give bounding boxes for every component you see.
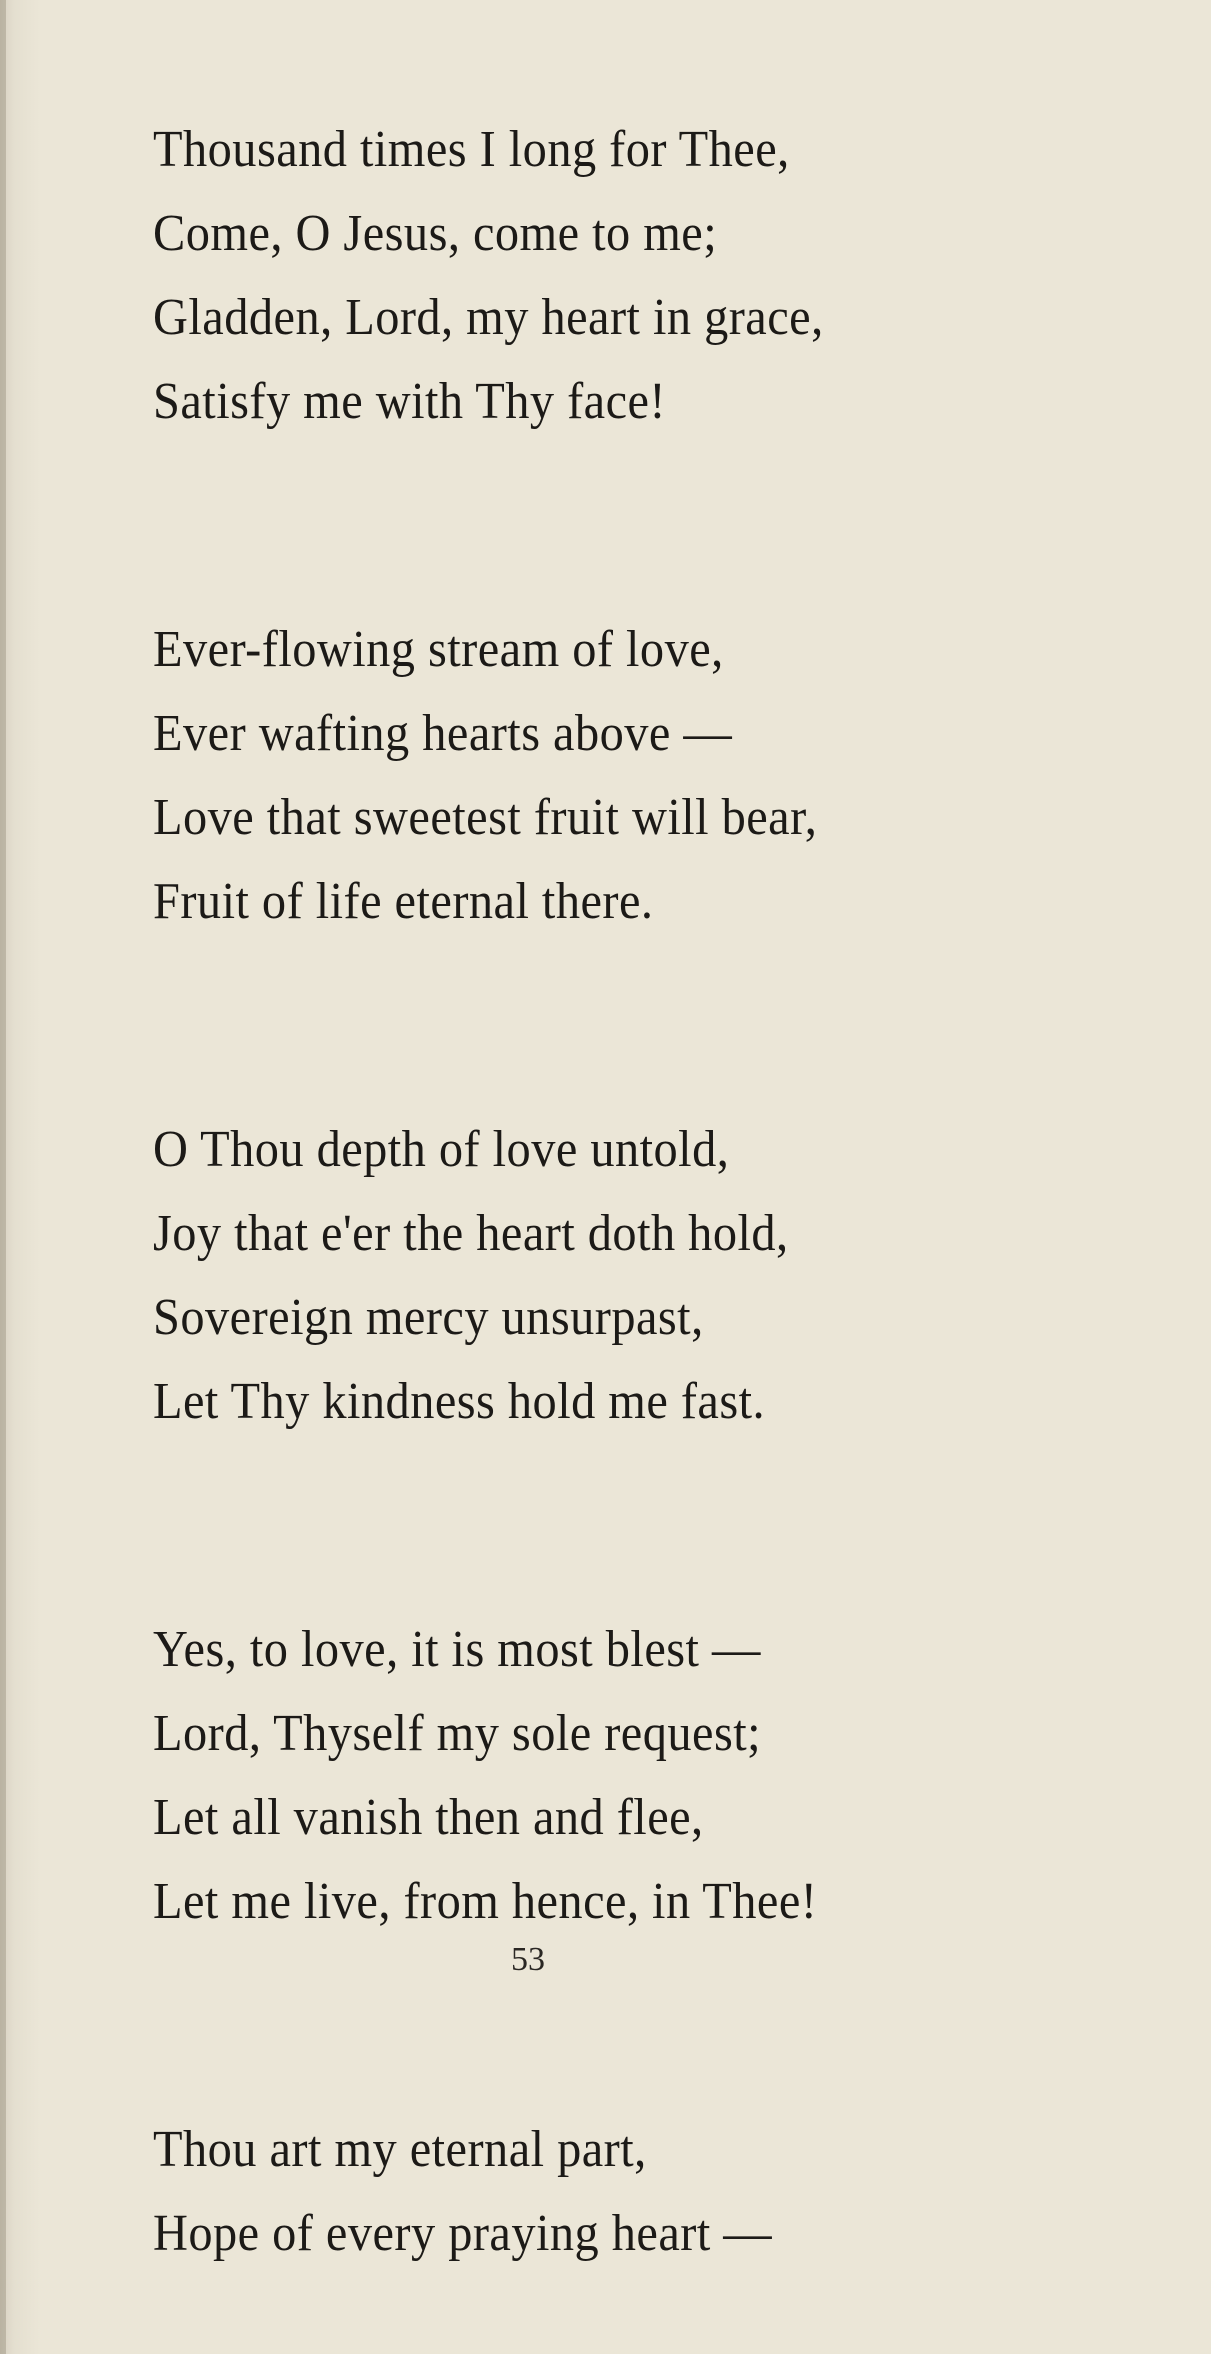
poem-line: Let me live, from hence, in Thee! (153, 1873, 818, 1930)
poem-line: Let Thy kindness hold me fast. (153, 1373, 766, 1430)
poem-line: Thousand times I long for Thee, (153, 121, 790, 178)
poem-line: Satisfy me with Thy face! (153, 373, 667, 430)
poem-line: Thou art my eternal part, (153, 2121, 647, 2178)
stanza-1 (153, 108, 1153, 444)
poem-line: Let all vanish then and flee, (153, 1789, 704, 1846)
binding-edge (0, 0, 6, 2354)
page-number: 53 (511, 1941, 545, 1978)
stanza-5 (153, 2108, 1153, 2276)
poem-line: Gladden, Lord, my heart in grace, (153, 289, 824, 346)
poem-line: Come, O Jesus, come to me; (153, 205, 718, 262)
poem-line: Ever wafting hearts above — (153, 705, 733, 762)
stanza-2 (153, 608, 1153, 944)
poem-line: Sovereign mercy unsurpast, (153, 1289, 704, 1346)
poem-line: Hope of every praying heart — (153, 2205, 773, 2262)
poem-line: O Thou depth of love untold, (153, 1121, 730, 1178)
poem-line: Joy that e'er the heart doth hold, (153, 1205, 789, 1262)
poem-line: Lord, Thyself my sole request; (153, 1705, 762, 1762)
poem-line: Fruit of life eternal there. (153, 873, 654, 930)
stanza-4 (153, 1608, 1153, 1944)
stanza-3 (153, 1108, 1153, 1444)
poem-line: Yes, to love, it is most blest — (153, 1621, 761, 1678)
poem-line: Love that sweetest fruit will bear, (153, 789, 818, 846)
poem-line: Ever-flowing stream of love, (153, 621, 724, 678)
